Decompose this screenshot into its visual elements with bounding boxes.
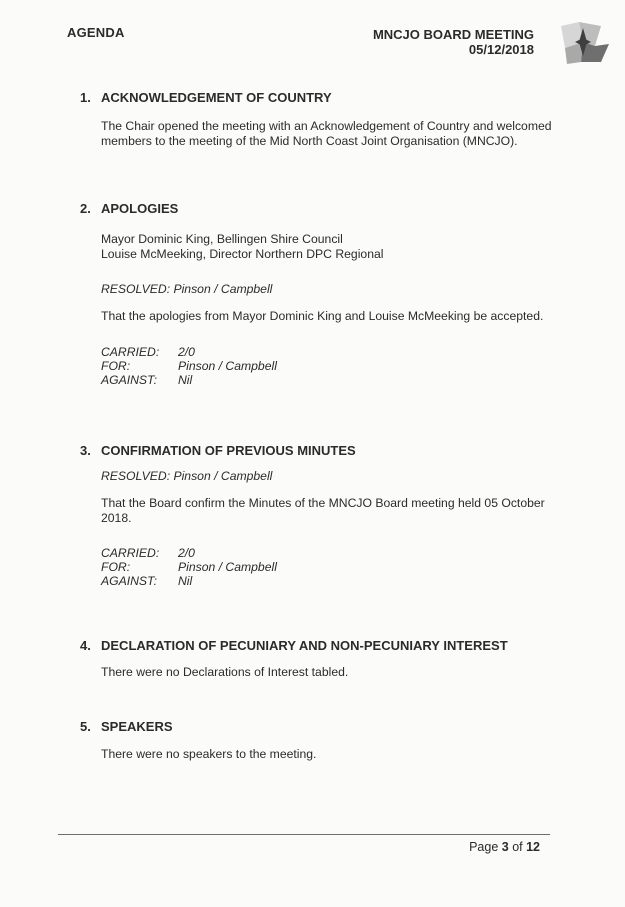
carried-value: 2/0 (178, 345, 195, 359)
page-current: 3 (501, 840, 509, 854)
section-previous-minutes (80, 443, 560, 588)
carried-value: 2/0 (178, 546, 195, 560)
section-body: There were no speakers to the meeting. (101, 747, 317, 761)
apology-item: Louise McMeeking, Director Northern DPC Regional (101, 247, 384, 261)
against-label: AGAINST: (101, 574, 157, 588)
motion-text: That the apologies from Mayor Dominic King and Louise McMeeking be accepted. (101, 309, 544, 323)
apologies-list (101, 232, 560, 262)
carried-label: CARRIED: (101, 546, 160, 560)
for-label: FOR: (101, 560, 131, 574)
section-number: 4. (80, 638, 91, 653)
section-heading: APOLOGIES (101, 201, 179, 216)
for-value: Pinson / Campbell (178, 359, 277, 373)
motion-text (101, 496, 560, 526)
body-line: The Chair opened the meeting with an Acknowledgement of Country and welcomed (101, 119, 552, 133)
header-meeting-date: 05/12/2018 (468, 42, 534, 57)
body-line: That the Board confirm the Minutes of the MNCJO Board meeting held 05 October (101, 496, 545, 510)
section-title (80, 719, 560, 734)
section-heading: DECLARATION OF PECUNIARY AND NON-PECUNIARY INTEREST (101, 638, 508, 653)
against-label: AGAINST: (101, 373, 157, 387)
section-heading: CONFIRMATION OF PREVIOUS MINUTES (101, 443, 356, 458)
header-agenda: AGENDA (67, 25, 125, 40)
carried-label: CARRIED: (101, 345, 160, 359)
page-prefix: Page (469, 840, 502, 854)
section-title (80, 201, 560, 216)
section-heading: ACKNOWLEDGEMENT OF COUNTRY (101, 90, 332, 105)
mncjo-logo-icon (555, 18, 613, 68)
header-meeting-title: MNCJO BOARD MEETING (372, 27, 534, 42)
body-line: members to the meeting of the Mid North Coast Joint Organisation (MNCJO). (101, 134, 518, 148)
resolved-line: RESOLVED: Pinson / Campbell (101, 469, 273, 483)
section-number: 1. (80, 90, 91, 105)
section-title (80, 90, 560, 105)
for-label: FOR: (101, 359, 131, 373)
section-number: 5. (80, 719, 91, 734)
section-heading: SPEAKERS (101, 719, 173, 734)
apology-item: Mayor Dominic King, Bellingen Shire Council (101, 232, 343, 246)
section-number: 3. (80, 443, 91, 458)
section-declaration-of-interest (80, 638, 560, 680)
for-value: Pinson / Campbell (178, 560, 277, 574)
section-speakers (80, 719, 560, 762)
section-title (80, 638, 560, 653)
body-line: 2018. (101, 511, 132, 525)
section-apologies (80, 201, 560, 387)
header-meeting (373, 27, 534, 57)
section-body: There were no Declarations of Interest tabled. (101, 665, 349, 679)
page-of: of (508, 840, 527, 854)
section-title (80, 443, 560, 458)
section-body (101, 119, 560, 149)
vote-block (101, 546, 560, 588)
page-number (469, 840, 540, 854)
section-number: 2. (80, 201, 91, 216)
vote-block (101, 345, 560, 387)
resolved-line: RESOLVED: Pinson / Campbell (101, 282, 273, 296)
footer-divider (58, 834, 550, 835)
against-value: Nil (178, 574, 193, 588)
against-value: Nil (178, 373, 193, 387)
section-acknowledgement (80, 90, 560, 149)
page-total: 12 (526, 840, 540, 854)
